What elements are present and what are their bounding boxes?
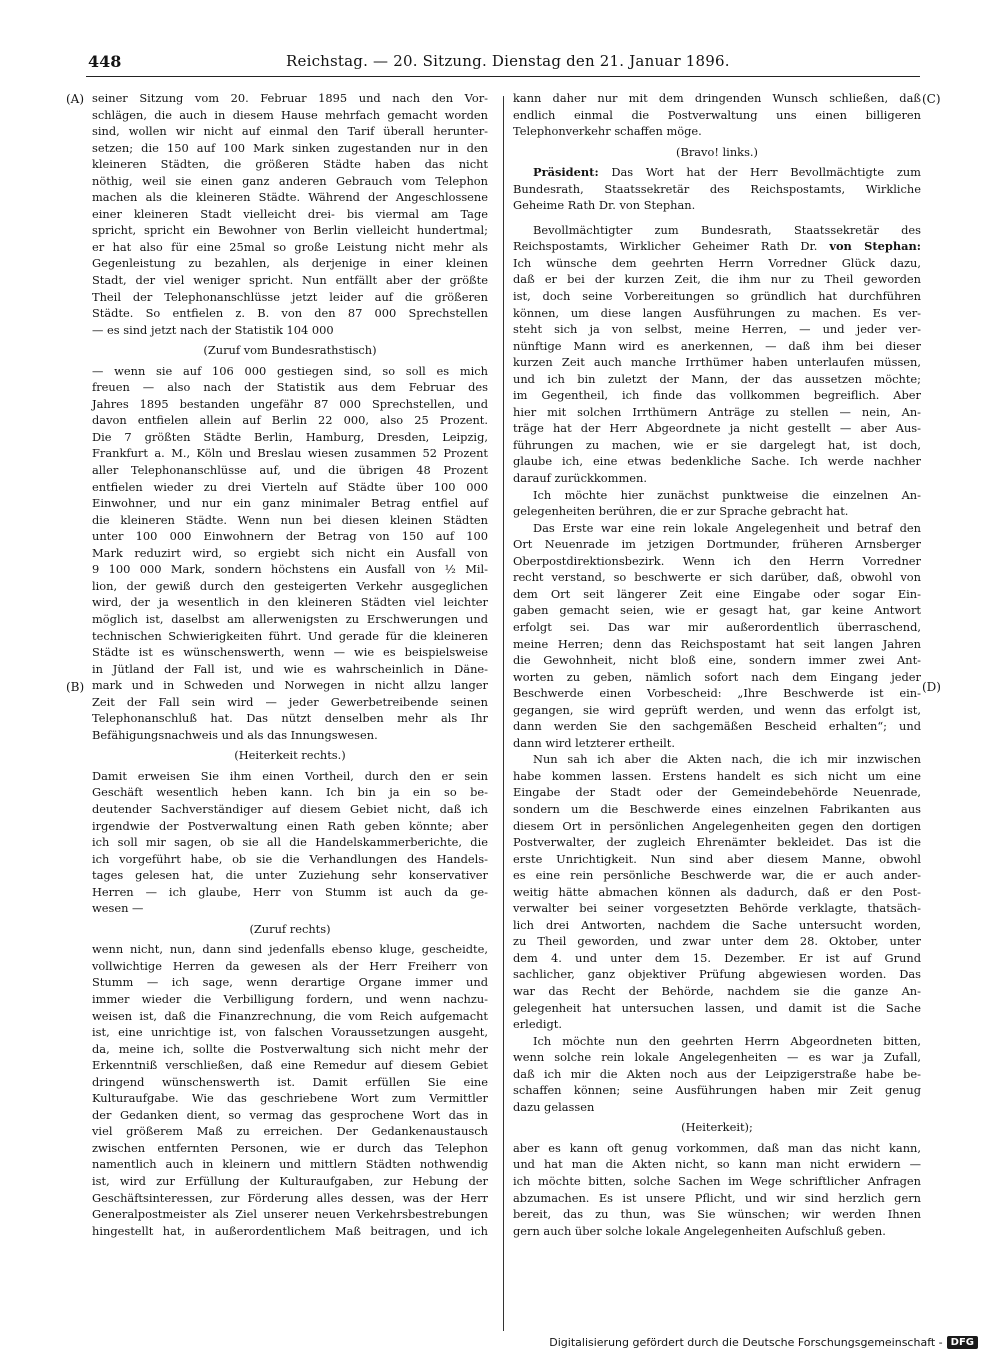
text-line: ich vorgeführt habe, ob sie die Verhandlungen des Handels- xyxy=(92,851,488,866)
text-line: kleineren Städten, die größeren Städte haben das nicht xyxy=(92,157,488,172)
text-line: Befähigungsnachweis und als das Innungswesen. xyxy=(92,727,378,742)
text-line: und ich bin zuletzt der Mann, der das aussetzen möchte; xyxy=(513,371,921,386)
text-line: erfolgt sei. Das war mir außerordentlich überraschend, xyxy=(513,619,921,634)
text-line: Beschwerde einen Vorbescheid: „Ihre Beschwerde ist ein- xyxy=(513,686,921,701)
president-paragraph xyxy=(513,164,921,214)
right-paragraph-3 xyxy=(513,487,921,520)
text-line: lion, der gewiß durch den gesteigerten Verkehr ausgeglichen xyxy=(92,578,488,593)
text-line: hier mit solchen Irrthümern Anträge zu stellen — nein, An- xyxy=(513,404,921,419)
left-paragraph-1 xyxy=(92,90,488,338)
text-line: Eingabe der Stadt oder der Gemeindebehörde Neuenrade, xyxy=(513,785,921,800)
text-line: hingestellt hat, in außerordentlichem Maß beitragen, und ich xyxy=(92,1223,488,1238)
text-line: machen als die kleineren Städte. Während der Angeschlossene xyxy=(92,190,488,205)
text-line: ist, doch seine Vorbereitungen so gründlich hat durchführen xyxy=(513,289,921,304)
text-line: abzumachen. Es ist unsere Pflicht, und wir sind herzlich gern xyxy=(513,1190,921,1205)
text-line: die kleineren Städte. Wenn nun bei diesen kleinen Städten xyxy=(92,512,488,527)
text-line: ich möchte bitten, solche Sachen im Wege schriftlicher Anfragen xyxy=(513,1174,921,1188)
text-line: daß er bei der kurzen Zeit, die ihm nur zu Theil geworden xyxy=(513,272,921,287)
interjection-bundesrathstisch: (Zuruf vom Bundesrathstisch) xyxy=(203,343,377,358)
text-line: und hat man die Akten nicht, so kann man nicht erwidern — xyxy=(513,1157,921,1172)
text-line: Nun sah ich aber die Akten nach, die ich mir inzwischen xyxy=(533,752,921,767)
text-line: spricht, spricht ein Bewohner von Berlin vielleicht hundertmal; xyxy=(92,223,488,238)
text-line: freuen — also nach der Statistik aus dem Februar des xyxy=(92,380,488,395)
running-head: Reichstag. — 20. Sitzung. Dienstag den 21. Januar 1896. xyxy=(286,52,730,70)
text-line: setzen; die 150 auf 100 Mark sinken zugestanden nur in den xyxy=(92,140,488,155)
president-line: Geheime Rath Dr. von Stephan. xyxy=(513,198,696,213)
text-line: worten zu geben, nämlich sofort nach dem Eingang jeder xyxy=(513,669,921,684)
text-line: sondern um die Beschwerde eines einzelnen Fabrikanten aus xyxy=(513,801,921,816)
speaker-line-2-prefix: Reichspostamts, Wirklicher Geheimer Rath Dr. xyxy=(513,239,830,254)
text-line: glaube ich, eine etwas bedenkliche Sache. Ich werde nachher xyxy=(513,454,921,469)
text-line: Städte. So entfielen z. B. von den 87 000 Sprechstellen xyxy=(92,306,488,321)
text-line: nöthig, weil sie einen ganz anderen Gebrauch vom Telephon xyxy=(92,173,488,188)
text-line: sind, wollen wir nicht auf einmal den Tarif überall herunter- xyxy=(92,124,488,139)
text-line: nünftige Mann wird es anerkennen, — daß ihm bei dieser xyxy=(513,338,921,353)
text-line: dann werden Sie den sachgemäßen Bescheid erhalten“; und xyxy=(513,719,921,734)
text-line: wesen — xyxy=(92,901,144,916)
president-line xyxy=(513,164,921,181)
text-line: war das Recht der Behörde, nachdem sie die ganze An- xyxy=(513,983,921,998)
text-line: Stadt, der viel weniger spricht. Nun entfällt aber der größte xyxy=(92,273,488,288)
page-number: 448 xyxy=(88,52,122,71)
text-line: Frankfurt a. M., Köln und Breslau wiesen zusammen 52 Prozent xyxy=(92,446,488,461)
text-line: Mark reduzirt wird, so ergiebt sich nicht ein Ausfall von xyxy=(92,545,488,560)
text-line: dem 4. und unter dem 15. Dezember. Er ist auf Grund xyxy=(513,950,921,965)
text-line: technischen Schwierigkeiten führt. Und gerade für die kleineren xyxy=(92,628,488,643)
text-line: Herren — ich glaube, Herr von Stumm ist auch da ge- xyxy=(92,884,488,899)
right-paragraph-5 xyxy=(513,751,921,1032)
text-line: — wenn sie auf 106 000 gestiegen sind, so soll es mich xyxy=(92,363,488,378)
interjection-bravo-links: (Bravo! links.) xyxy=(676,144,758,159)
text-line: die Gewohnheit, nicht bloß eine, sondern immer zwei Ant- xyxy=(513,653,921,668)
text-line: mark und in Schweden und Norwegen in nicht allzu langer xyxy=(92,678,488,693)
text-line: weitig hätte abmachen können als dadurch, daß er den Post- xyxy=(513,884,921,899)
text-line: gelegenheit hat untersuchen lassen, und damit ist die Sache xyxy=(513,1000,921,1015)
text-line: Telephonverkehr schaffen möge. xyxy=(513,124,702,139)
left-paragraph-3 xyxy=(92,768,488,917)
right-paragraph-1 xyxy=(513,90,921,140)
text-line: seiner Sitzung vom 20. Februar 1895 und nach den Vor- xyxy=(92,91,488,105)
footer-text: Digitalisierung gefördert durch die Deutsche Forschungsgemeinschaft - xyxy=(549,1336,943,1349)
text-line: Ort Neuenrade im jetzigen Dortmunder, früheren Arnsberger xyxy=(513,537,921,552)
text-line: deutender Sachverständiger auf diesem Gebiet nicht, daß ich xyxy=(92,801,488,816)
text-line: — es sind jetzt nach der Statistik 104 000 xyxy=(92,322,334,337)
text-line: viel größerem Maß zu erreichen. Der Gedankenaustausch xyxy=(92,1124,488,1139)
margin-mark-b: (B) xyxy=(66,680,85,694)
text-line: dann wird letzterer ertheilt. xyxy=(513,735,675,750)
text-line: Stumm — ich sage, wenn derartige Organe immer und xyxy=(92,975,488,990)
text-line: Ich möchte nun den geehrten Herrn Abgeordneten bitten, xyxy=(533,1033,921,1048)
text-line: steht sich ja von selbst, meine Herren, — und jeder ver- xyxy=(513,322,921,337)
speaker-line-1: Bevollmächtigter zum Bundesrath, Staatssekretär des xyxy=(533,222,921,237)
text-line: namentlich auch in kleinern und mittlern Städten nothwendig xyxy=(92,1157,488,1172)
margin-mark-a: (A) xyxy=(66,92,85,106)
text-line: Geschäft wesentlich heben kann. Ich bin ja ein so be- xyxy=(92,785,488,800)
text-line: Die 7 größten Städte Berlin, Hamburg, Dresden, Leipzig, xyxy=(92,429,488,444)
text-line: bereit, das zu thun, was Sie wünschen; wir werden Ihnen xyxy=(513,1207,921,1222)
interjection-heiterkeit: (Heiterkeit); xyxy=(681,1120,753,1135)
text-line: immer wieder die Verbilligung fordern, und wenn nachzu- xyxy=(92,991,488,1006)
text-line: in Jütland der Fall ist, und wie es wahrscheinlich in Däne- xyxy=(92,661,488,676)
president-label: Präsident: xyxy=(533,165,599,180)
text-line: Einwohner, und nur ein ganz minimaler Betrag entfiel auf xyxy=(92,496,488,511)
text-line: der Gedanken dient, so vermag das gesprochene Wort das in xyxy=(92,1107,488,1122)
left-paragraph-2 xyxy=(92,363,488,744)
text-line: Oberpostdirektionsbezirk. Wenn ich den Herrn Vorredner xyxy=(513,553,921,568)
speaker-name: von Stephan: xyxy=(829,239,921,254)
text-line: tages gelesen hat, die unter Zuziehung sehr konservativer xyxy=(92,868,488,883)
president-line: Bundesrath, Staatssekretär des Reichspostamts, Wirkliche xyxy=(513,181,921,196)
text-line: meine Herren; denn das Reichspostamt hat seit langen Jahren xyxy=(513,636,921,651)
text-line: Zeit der Fall sein wird — jeder Gewerbetreibende seinen xyxy=(92,694,488,709)
text-line: ist, eine unrichtige ist, von falschen Voraussetzungen ausgeht, xyxy=(92,1025,488,1040)
text-line: vollwichtige Herren da gewesen als der Herr Freiherr von xyxy=(92,958,488,973)
right-paragraph-2 xyxy=(513,255,921,487)
text-line: Kulturaufgabe. Wie das geschriebene Wort zum Vermittler xyxy=(92,1091,488,1106)
text-line: gelegenheiten berühren, die er zur Sprache gebracht hat. xyxy=(513,504,849,519)
text-line: gegangen, sie wird geprüft werden, und wenn das erfolgt ist, xyxy=(513,702,921,717)
text-line: Theil der Telephonanschlüsse jetzt leider auf die größeren xyxy=(92,289,488,304)
text-line: kann daher nur mit dem dringenden Wunsch schließen, daß xyxy=(513,91,921,105)
speaker-line-2 xyxy=(513,238,921,255)
text-line: wenn solche rein lokale Angelegenheiten — es war ja Zufall, xyxy=(513,1050,921,1065)
text-line: dem Ort seit längerer Zeit eine Eingabe oder sogar Ein- xyxy=(513,586,921,601)
text-line: unter 100 000 Einwohnern der Betrag von 150 auf 100 xyxy=(92,529,488,544)
speaker-intro xyxy=(513,222,921,255)
interjection-zuruf-rechts: (Zuruf rechts) xyxy=(249,921,331,936)
right-column xyxy=(513,90,921,1239)
text-line: daß ich mir die Akten noch aus der Leipzigerstraße habe be- xyxy=(513,1066,921,1081)
text-line: Das Erste war eine rein lokale Angelegenheit und betraf den xyxy=(533,520,921,535)
text-line: irgendwie der Postverwaltung einen Rath geben könnte; aber xyxy=(92,818,488,833)
dfg-logo: DFG xyxy=(947,1336,978,1349)
text-line: er hat also für eine 25mal so große Leistung nicht mehr als xyxy=(92,239,488,254)
text-line: dringend wünschenswerth ist. Damit erfüllen Sie eine xyxy=(92,1074,488,1089)
margin-mark-d: (D) xyxy=(922,680,941,694)
text-line: ich soll mir sagen, ob sie all die Handelskammerberichte, die xyxy=(92,835,488,850)
text-line: gern auch über solche lokale Angelegenheiten Aufschluß geben. xyxy=(513,1223,886,1238)
text-line: wenn nicht, nun, dann sind jedenfalls ebenso kluge, gescheidte, xyxy=(92,942,488,957)
text-line: entfielen wieder zu drei Vierteln auf Städte über 100 000 xyxy=(92,479,488,494)
header-rule xyxy=(86,76,920,77)
text-line: es eine rein persönliche Beschwerde war, die er auch ander- xyxy=(513,868,921,883)
interjection-heiterkeit-rechts: (Heiterkeit rechts.) xyxy=(234,748,346,763)
text-line: erste Unrichtigkeit. Nun sind aber diesem Manne, obwohl xyxy=(513,851,921,866)
text-line: Telephonanschluß hat. Das nützt denselben mehr als Ihr xyxy=(92,711,488,726)
text-line: Jahres 1895 bestanden ungefähr 87 000 Sprechstellen, und xyxy=(92,396,488,411)
text-line: Generalpostmeister als Ziel unserer neuen Verkehrsbestrebungen xyxy=(92,1207,488,1222)
text-line: im Gegentheil, ich finde das vollkommen begreiflich. Aber xyxy=(513,388,921,403)
right-paragraph-4 xyxy=(513,520,921,752)
text-line: davon entfielen allein auf Berlin 22 000, also 25 Prozent. xyxy=(92,413,488,428)
text-line: erledigt. xyxy=(513,1017,562,1032)
text-line: Gegenleistung zu bezahlen, als derjenige in einer kleinen xyxy=(92,256,488,271)
text-line: führungen zu machen, wie er sie dargelegt hat, ist doch, xyxy=(513,437,921,452)
right-paragraph-6 xyxy=(513,1033,921,1116)
text-line: kurzen Zeit auch manche Irrthümer haben unterlaufen müssen, xyxy=(513,355,921,370)
text-line: dazu gelassen xyxy=(513,1099,595,1114)
text-line: Erkenntniß verschließen, daß eine Remedur auf diesem Gebiet xyxy=(92,1058,488,1073)
left-column xyxy=(92,90,488,1239)
text-line: einer kleineren Stadt vielleicht drei- bis viermal am Tage xyxy=(92,206,488,221)
text-line: weisen ist, daß die Finanzrechnung, die vom Reich aufgemacht xyxy=(92,1008,488,1023)
text-line: darauf zurückkommen. xyxy=(513,471,647,486)
text-line: Städte ist es wünschenswerth, wenn — wie es beispielsweise xyxy=(92,645,488,660)
text-line: aller Telephonanschlüsse auf, und die übrigen 48 Prozent xyxy=(92,463,488,478)
margin-mark-c: (C) xyxy=(922,92,941,106)
text-line: endlich einmal die Postverwaltung uns einen billigeren xyxy=(513,107,921,122)
text-line: zu Theil geworden, und zwar unter dem 28. Oktober, unter xyxy=(513,934,921,949)
text-line: wird, der ja wesentlich in den kleineren Städten viel leichter xyxy=(92,595,488,610)
text-line: schaffen können; seine Ausführungen haben mir Zeit genug xyxy=(513,1083,921,1098)
right-paragraph-7 xyxy=(513,1140,921,1239)
text-line: können, um diese langen Ausführungen zu machen. Es ver- xyxy=(513,305,921,320)
president-text: Das Wort hat der Herr Bevollmächtigte zum xyxy=(598,165,921,180)
text-line: träge hat der Herr Abgeordnete ja nicht gestellt — aber Aus- xyxy=(513,421,921,436)
text-line: Damit erweisen Sie ihm einen Vortheil, durch den er sein xyxy=(92,768,488,783)
text-line: diesem Ort in persönlichen Angelegenheiten gegen den dortigen xyxy=(513,818,921,833)
text-line: 9 100 000 Mark, sondern höchstens ein Ausfall von ½ Mil- xyxy=(92,562,488,577)
text-line: zwischen entfernten Personen, wie er durch das Telephon xyxy=(92,1140,488,1155)
footer xyxy=(549,1336,978,1349)
text-line: gaben gemacht seien, wie er gesagt hat, gar keine Antwort xyxy=(513,603,921,618)
text-line: habe kommen lassen. Erstens handelt es sich nicht um eine xyxy=(513,768,921,783)
text-line: möglich ist, daselbst am allerwenigsten zu Erschwerungen und xyxy=(92,611,488,626)
text-line: ist, wird zur Erfüllung der Kulturaufgaben, zur Hebung der xyxy=(92,1174,488,1188)
text-line: Postverwalter, der zugleich Ehrenämter bekleidet. Das ist die xyxy=(513,835,921,850)
text-line: lich drei Antworten, nachdem die Sache untersucht worden, xyxy=(513,917,921,932)
text-line: Ich möchte hier zunächst punktweise die einzelnen An- xyxy=(533,487,921,502)
text-line: schlägen, die auch in diesem Hause mehrfach gemacht worden xyxy=(92,107,488,122)
text-line: recht verstand, so beschwerte er sich darüber, daß, obwohl von xyxy=(513,570,921,585)
text-line: Geschäftsinteressen, zur Förderung alles dessen, was der Herr xyxy=(92,1190,488,1205)
text-line: sachlicher, ganz objektiver Prüfung abgewiesen worden. Das xyxy=(513,967,921,982)
text-line: Ich wünsche dem geehrten Herrn Vorredner Glück dazu, xyxy=(513,255,921,270)
text-line: verwalter bei seiner vorgesetzten Behörde verklagte, thatsäch- xyxy=(513,901,921,916)
column-rule xyxy=(503,96,504,1331)
left-paragraph-4 xyxy=(92,941,488,1239)
text-line: da, meine ich, sollte die Postverwaltung sich nicht mehr der xyxy=(92,1041,488,1056)
text-line: aber es kann oft genug vorkommen, daß man das nicht kann, xyxy=(513,1140,921,1155)
